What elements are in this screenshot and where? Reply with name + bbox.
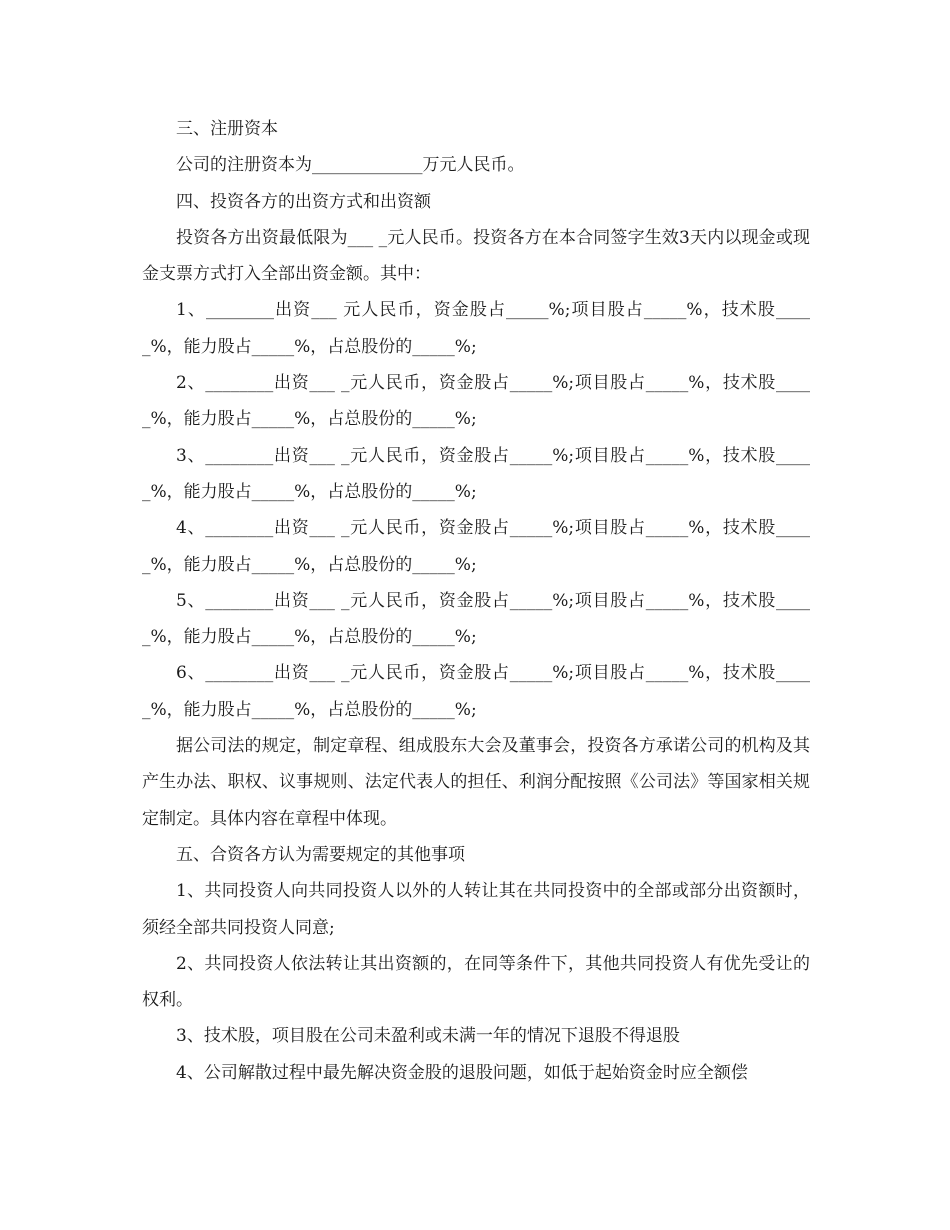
investor-item-5: 5、________出资___ _元人民币，资金股占_____%;项目股占_____%，技术股_____%，能力股占_____%，占总股份的_____%; — [142, 590, 810, 648]
other-matters-item-4: 4、公司解散过程中最先解决资金股的退股问题，如低于起始资金时应全额偿 — [176, 1062, 748, 1083]
investor-item-6: 6、________出资___ _元人民币，资金股占_____%;项目股占_____%，技术股_____%，能力股占_____%，占总股份的_____%; — [142, 663, 810, 720]
section-heading-other-matters: 五、合资各方认为需要规定的其他事项 — [176, 844, 465, 865]
investor-item-4: 4、________出资___ _元人民币，资金股占_____%;项目股占_____%，技术股_____%，能力股占_____%，占总股份的_____%; — [142, 518, 810, 575]
document-body — [142, 111, 810, 1091]
registered-capital-clause: 公司的注册资本为_____________万元人民币。 — [176, 155, 525, 176]
investor-item-2: 2、________出资___ _元人民币，资金股占_____%;项目股占_____%，技术股_____%，能力股占_____%，占总股份的_____%; — [142, 373, 810, 430]
other-matters-item-2: 2、共同投资人依法转让其出资额的，在同等条件下，其他共同投资人有优先受让的权利。 — [142, 953, 810, 1011]
investor-item-3: 3、________出资___ _元人民币，资金股占_____%;项目股占_____%，技术股_____%，能力股占_____%，占总股份的_____%; — [142, 445, 810, 502]
section-heading-investment-method: 四、投资各方的出资方式和出资额 — [176, 191, 431, 212]
other-matters-item-3: 3、技术股，项目股在公司未盈利或未满一年的情况下退股不得退股 — [176, 1026, 680, 1047]
investment-minimum-clause: 投资各方出资最低限为___ _元人民币。投资各方在本合同签字生效3天内以现金或现金支票方式打入全部出资金额。其中： — [142, 227, 810, 285]
section-heading-registered-capital: 三、注册资本 — [176, 119, 278, 139]
investor-item-1: 1、________出资___ 元人民币，资金股占_____%;项目股占_____%，技术股_____%，能力股占_____%，占总股份的_____%; — [142, 300, 810, 357]
other-matters-item-1: 1、共同投资人向共同投资人以外的人转让其在共同投资中的全部或部分出资额时，须经全部共同投资人同意; — [142, 881, 810, 938]
company-law-clause: 据公司法的规定，制定章程、组成股东大会及董事会，投资各方承诺公司的机构及其产生办法、职权、议事规则、法定代表人的担任、利润分配按照《公司法》等国家相关规定制定。具体内容在章程中体现。 — [142, 736, 810, 829]
